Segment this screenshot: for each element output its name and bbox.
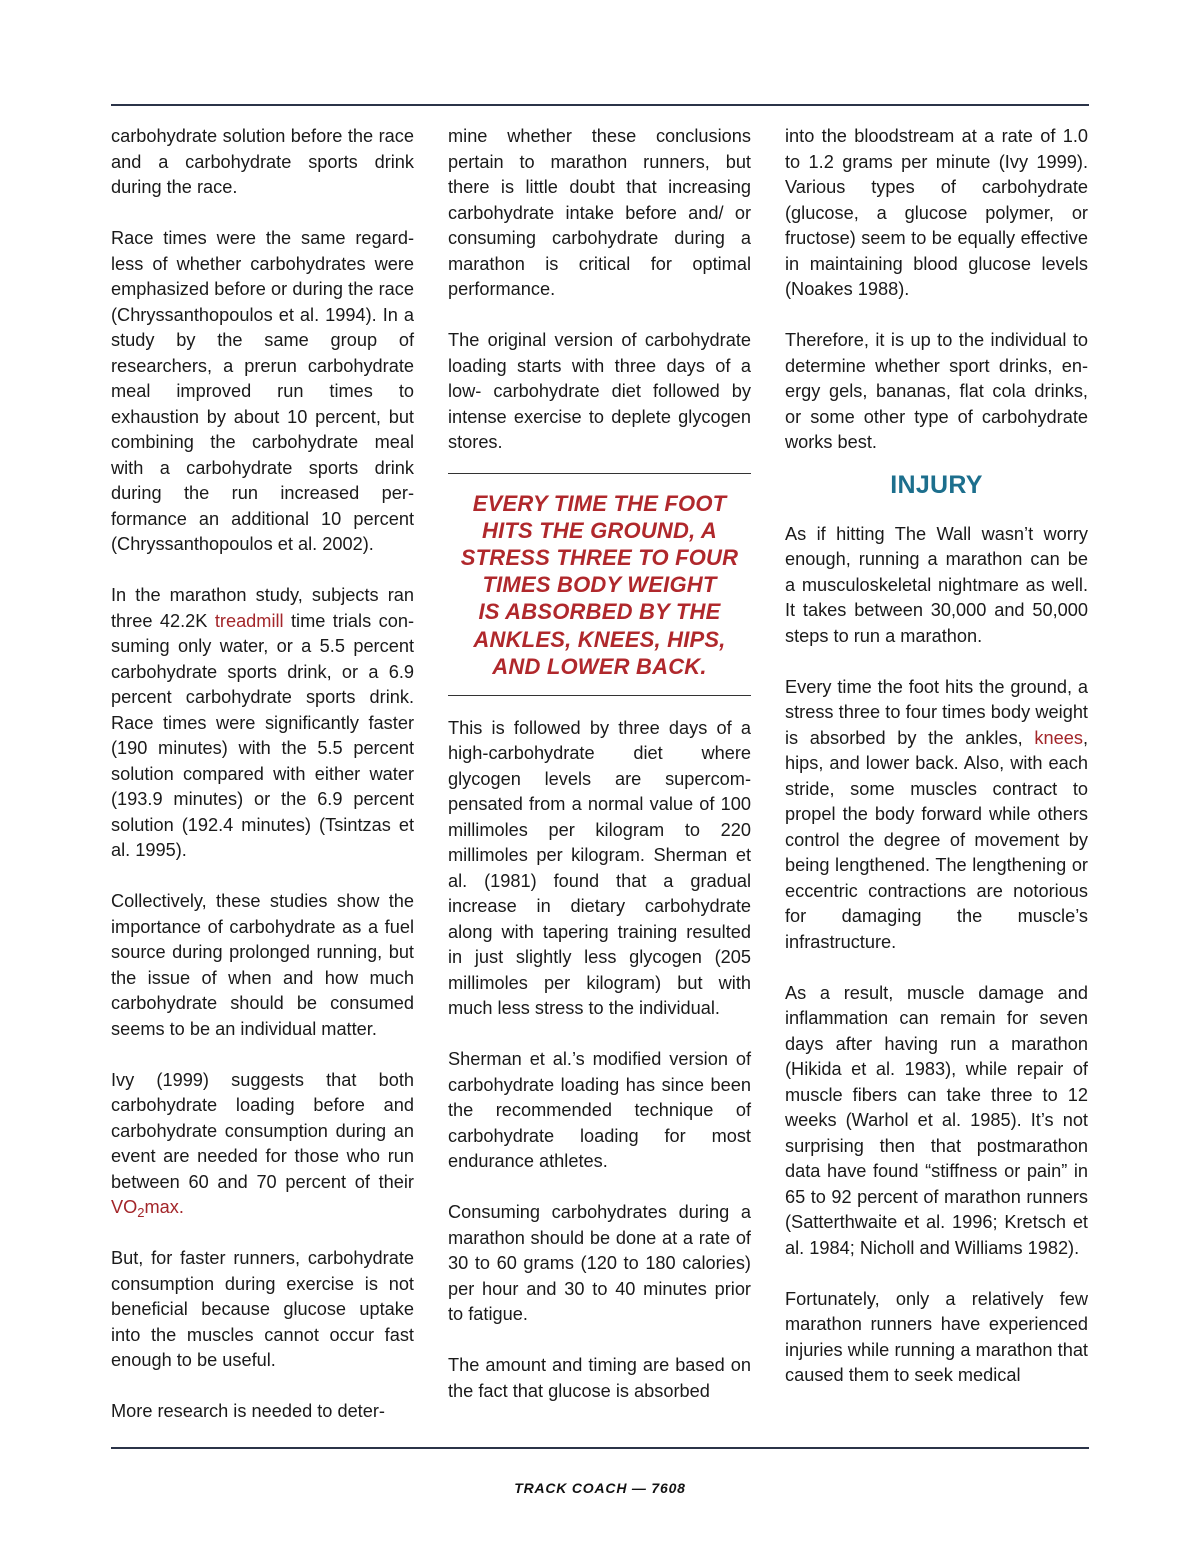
paragraph: Sherman et al.’s modified version of carbohydrate loading has since been the recommended technique of carbohydrate loading for most endurance athletes.	[448, 1049, 751, 1172]
treadmill-link[interactable]: treadmill	[214, 610, 284, 631]
vo2max-text: VO	[111, 1197, 138, 1217]
column-1	[111, 124, 414, 1425]
pull-quote-line: EVERY TIME THE FOOT	[472, 490, 727, 516]
paragraph: As a result, muscle damage and inflammation can remain for seven days after having run a marathon (Hikida et al. 1983), while repair of muscle fibers can take three to 12 weeks (Warhol et al. 1985). It’s not surprising then that postmarathon data have found “stiffness or pain” in 65 to 92 percent of marathon runners (Satterthwaite et al. 1996; Kretsch et al. 1984; Nicholl and Williams 1982).	[785, 982, 1088, 1258]
paragraph: The original version of carbohydrate loading starts with three days of a low- carbohydrate diet followed by intense exercise to deplete glycogen stores.	[448, 330, 751, 452]
paragraph	[785, 675, 1088, 956]
pull-quote-line: HITS THE GROUND, A	[481, 517, 717, 543]
paragraph: This is followed by three days of a high-carbohydrate diet where glycogen levels are supercompensated from a normal value of 100 millimoles per kilogram to 220 millimoles per kilogram. Sherman et al. (1981) found that a gradual increase in dietary carbohydrate along with tapering training resulted in just slightly less glycogen (205 millimoles per kilogram) but with much less stress to the individual.	[448, 717, 751, 1019]
paragraph: As if hitting The Wall wasn’t worry enough, running a marathon can be a musculoskeletal nightmare as well. It takes between 30,000 and 50,000 steps to run a marathon.	[785, 523, 1088, 646]
page-footer: TRACK COACH — 7608	[514, 1480, 686, 1496]
pull-quote-line: TIMES BODY WEIGHT	[482, 572, 717, 598]
paragraph: into the bloodstream at a rate of 1.0 to 1.2 grams per minute (Ivy 1999). Various types of carbohydrate (glucose, a glucose polymer, or fructose) seem to be equally effective in maintaining blood glucose levels (Noakes 1988).	[785, 126, 1088, 299]
text-run: In the marathon study, subjects ran three 42.2K	[111, 585, 414, 631]
text-run: , hips, and lower back. Also, with each stride, some muscles contract to propel the body forward while others control the degree of movement by being lengthened. The lengthening or eccentric contractions are notorious for damaging the muscle’s infrastructure.	[785, 727, 1088, 952]
section-heading: INJURY	[890, 470, 983, 499]
paragraph: More research is needed to deter-	[111, 1401, 385, 1421]
knees-link[interactable]: knees	[1034, 727, 1083, 748]
vo2max-subscript: 2	[137, 1205, 145, 1220]
vo2max-link[interactable]	[111, 1197, 184, 1220]
paragraph: The amount and timing are based on the fact that glucose is absorbed	[448, 1355, 751, 1401]
paragraph: Fortunately, only a relatively few marathon runners have experienced injuries while running a marathon that caused them to seek medical	[785, 1288, 1088, 1385]
paragraph	[111, 583, 414, 864]
paragraph: But, for faster runners, carbohydrate consumption during exercise is not beneficial because glucose uptake into the muscles cannot occur fast enough to be useful.	[111, 1248, 414, 1370]
pull-quote-line: STRESS THREE TO FOUR	[460, 544, 739, 570]
column-3	[785, 124, 1088, 1389]
vo2max-text-end: max.	[144, 1197, 184, 1217]
paragraph: Race times were the same regard less of whether carbohydrates were emphasized before or during the race (Chryssanthopoulos et al. 1994). In a study by the same group of researchers, a prerun carbohydrate meal improved run times to exhaustion by about 10 percent, but combining the carbohydrate meal with a carbohydrate sports drink during the run increased performance an additional 10 percent (Chryssanthopoulos et al. 2002).	[111, 228, 414, 554]
paragraph: mine whether these conclusions pertain to marathon runners, but there is little doubt that increasing carbohydrate intake before and/ or consuming carbohydrate during a marathon is critical for optimal performance.	[448, 126, 751, 299]
pull-quote-line: AND LOWER BACK.	[492, 653, 707, 679]
pull-quote-line: ANKLES, KNEES, HIPS,	[473, 626, 726, 652]
text-run: Ivy (1999) suggests that both carbohydrate loading before and carbohydrate consumption during an event are needed for those who run between 60 and 70 percent of their	[111, 1069, 414, 1192]
top-rule	[111, 104, 1089, 106]
paragraph	[111, 1068, 414, 1221]
bottom-rule	[111, 1447, 1089, 1449]
text-run: Every time the foot hits the ground, a stress three to four times body weight is absorbed by the ankles,	[785, 676, 1088, 748]
paragraph: Therefore, it is up to the individual to determine whether sport drinks, energy gels, bananas, flat cola drinks, or some other type of carbohydrate works best.	[785, 330, 1088, 452]
text-run: time trials consuming only water, or a 5.5 percent carbohydrate sports drink, or a 6.9 percent carbohydrate sports drink. Race times were significantly faster (190 minutes) with the 5.5 percent solution compared with either water (193.9 minutes) or the 6.9 percent solution (192.4 minutes) (Tsintzas et al. 1995).	[111, 610, 414, 860]
column-2	[448, 124, 751, 1404]
pull-quote-line: IS ABSORBED BY THE	[478, 599, 721, 625]
paragraph: Consuming carbohydrates during a marathon should be done at a rate of 30 to 60 grams (120 to 180 calories) per hour and 30 to 40 minutes prior to fatigue.	[448, 1202, 751, 1325]
paragraph: carbohydrate solution before the race and a carbohydrate sports drink during the race.	[111, 126, 414, 197]
pull-quote	[448, 473, 751, 696]
paragraph: Collectively, these studies show the importance of carbohydrate as a fuel source during prolonged running, but the issue of when and how much carbohydrate should be consumed seems to be an individual matter.	[111, 891, 414, 1039]
